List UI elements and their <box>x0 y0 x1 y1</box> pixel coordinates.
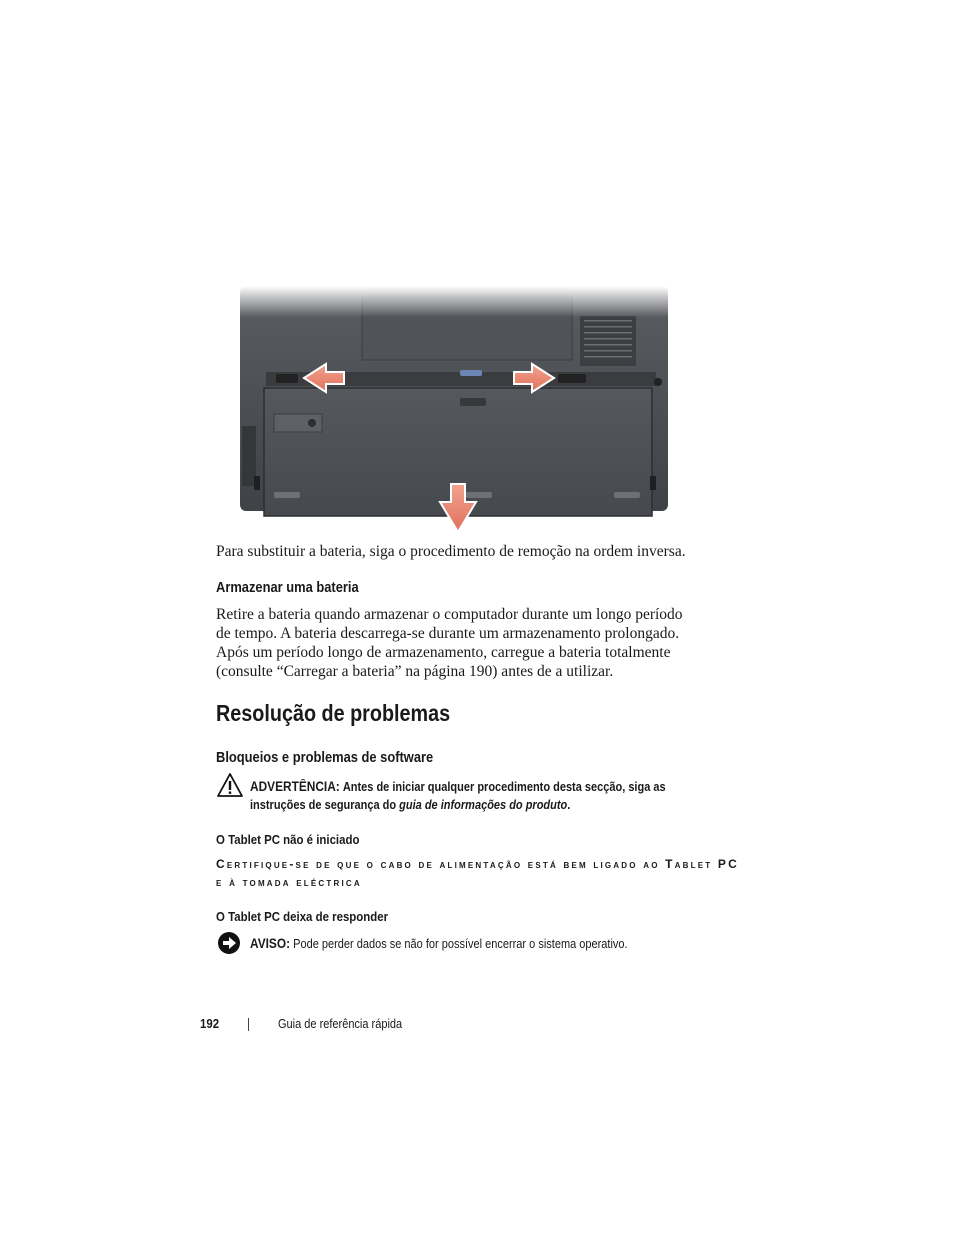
page-number: 192 <box>200 1016 220 1031</box>
side-port <box>242 426 256 486</box>
warning-line-2-suffix: . <box>567 798 571 812</box>
warning-label: ADVERTÊNCIA: <box>250 779 340 794</box>
paragraph-replace-battery: Para substituir a bateria, siga o procedimento de remoção na ordem inversa. <box>216 543 686 560</box>
heading-tablet-not-start: O Tablet PC não é iniciado <box>216 832 360 847</box>
notice-label: AVISO: <box>250 936 291 951</box>
instruction-line-2: e à tomada eléctrica <box>216 875 362 889</box>
paragraph-line: (consulte “Carregar a bateria” na página 190) antes de a utilizar. <box>216 663 614 680</box>
screw <box>654 378 662 386</box>
footer-separator <box>248 1018 249 1031</box>
warning-line-2-prefix: instruções de segurança do <box>250 798 397 812</box>
notice-text <box>250 936 628 951</box>
paragraph-store-battery <box>216 605 716 681</box>
product-info-guide-reference: guia de informações do produto <box>399 798 568 812</box>
paragraph-line: Retire a bateria quando armazenar o computador durante um longo período <box>216 606 683 623</box>
heading-troubleshooting: Resolução de problemas <box>216 700 451 726</box>
notice-arrow-icon <box>217 931 241 955</box>
paragraph-line: Após um período longo de armazenamento, carregue a bateria totalmente <box>216 644 671 661</box>
heading-lockups: Bloqueios e problemas de software <box>216 749 434 766</box>
check-power-cable-instruction <box>216 855 816 891</box>
battery-release-slot <box>460 398 486 406</box>
warning-line-1: Antes de iniciar qualquer procedimento desta secção, siga as <box>342 780 666 794</box>
heading-tablet-stops-responding: O Tablet PC deixa de responder <box>216 909 389 924</box>
notice-message: Pode perder dados se não for possível encerrar o sistema operativo. <box>293 937 628 951</box>
footer-guide-title: Guia de referência rápida <box>278 1017 403 1031</box>
warning-text <box>250 778 743 814</box>
paragraph-line: de tempo. A bateria descarrega-se durante um armazenamento prolongado. <box>216 625 680 642</box>
battery-removal-illustration <box>238 286 670 534</box>
heading-store-battery: Armazenar uma bateria <box>216 579 359 596</box>
warning-triangle-icon <box>216 772 244 798</box>
instruction-line-1: Certifique-se de que o cabo de alimentação está bem ligado ao Tablet PC <box>216 857 739 871</box>
